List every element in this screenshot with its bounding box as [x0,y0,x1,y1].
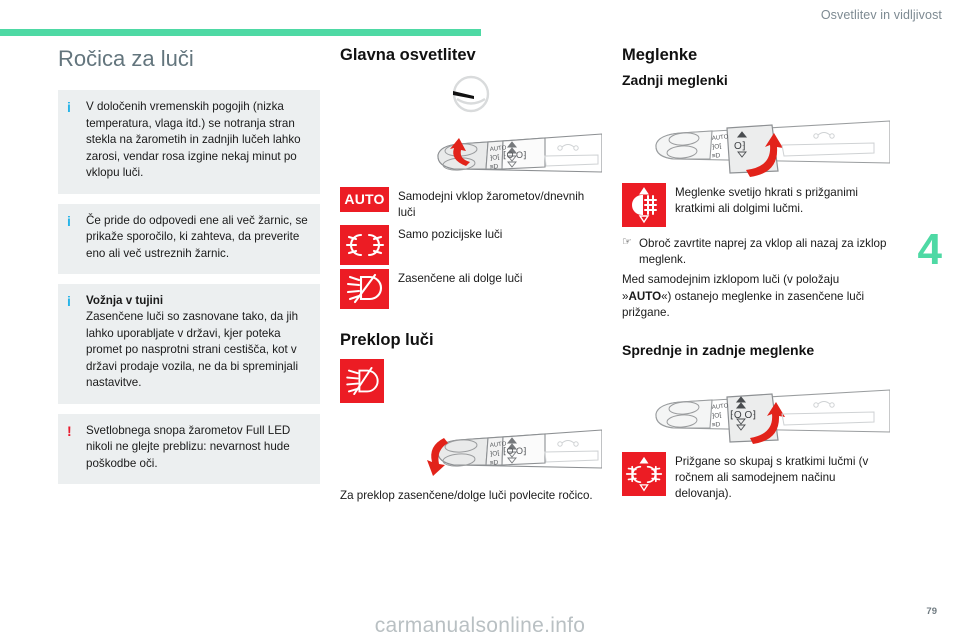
light-stalk-ring-rear-fog-illustration [622,95,890,183]
sidelights-icon [340,225,389,265]
subsection-title-rear-fog: Zadnji meglenki [622,71,728,88]
svg-text:≡D: ≡D [711,151,721,160]
callout-warning-1 [58,414,320,484]
note-part-1: Med samodejnim izklopom luči (v položaju » [622,273,840,303]
legend-text: Prižgane so skupaj s kratkimi lučmi (v ročnem ali samodejnem načinu delovanja). [675,455,869,501]
callout-info-3 [58,284,320,404]
action-rotate-ring [622,236,890,270]
svg-text:O⁆: O⁆ [734,140,746,152]
legend-text: Samo pozicijske luči [398,227,503,241]
section-header-title: Osvetlitev in vidljivost [820,8,942,22]
subsection-title-front-rear-fog: Sprednje in zadnje meglenke [622,341,815,358]
header-green-rule [0,29,481,36]
action-text: Obroč zavrtite naprej za vklop ali nazaj za izklop meglenk. [639,236,887,267]
legend-row-auto [340,187,602,221]
chapter-number-tab: 4 [917,225,942,274]
legend-row-rear-fog [622,183,890,227]
callout-text: Če pride do odpovedi ene ali več žarnic, se prikaže sporočilo, ki zahteva, da preverite eno ali več ustreznih žarnic. [86,213,308,260]
note-bold-auto: AUTO [628,289,662,303]
svg-text:AUTO: AUTO [711,133,729,142]
svg-text:AUTO: AUTO [711,403,729,412]
legend-text: Zasenčene ali dolge luči [398,271,523,285]
legend-text: Meglenke svetijo hkrati s prižganimi kratkimi ali dolgimi lučmi. [675,185,858,215]
callout-body [86,293,310,392]
page-title: Ročica za luči [58,46,194,71]
svg-text:⁅O O⁆: ⁅O O⁆ [503,149,527,160]
pointing-hand-icon: ☞ [622,235,632,248]
info-icon: i [67,212,71,229]
switch-lights-instruction: Za preklop zasenčene/dolge luči povlecite ročico. [340,488,593,502]
section-title-fog-lights: Meglenke [622,46,698,64]
svg-text:⁆O⁅: ⁆O⁅ [489,449,501,458]
svg-text:⁆O⁅: ⁆O⁅ [489,153,501,162]
svg-text:≡D: ≡D [489,458,499,467]
auto-headlights-icon: AUTO [340,187,389,212]
site-watermark: carmanualsonline.info [374,614,586,637]
svg-text:AUTO: AUTO [489,145,507,153]
svg-text:⁆O⁅: ⁆O⁅ [711,142,723,151]
right-column [622,46,890,506]
callout-info-1 [58,90,320,193]
svg-text:⁆O⁅: ⁆O⁅ [711,412,723,421]
rear-fog-light-icon [622,183,666,227]
light-stalk-rotate-up-illustration [340,72,602,187]
svg-text:⁅O O⁆: ⁅O O⁆ [503,445,527,456]
section-title-main-lighting: Glavna osvetlitev [340,46,476,64]
dipped-or-main-beam-icon [340,269,389,309]
legend-row-dipped-main [340,269,602,309]
page-number: 79 [926,606,937,617]
info-icon: i [67,293,71,310]
svg-text:AUTO: AUTO [489,440,507,449]
warning-icon: ! [67,422,72,439]
legend-row-sidelights [340,225,602,265]
callout-heading: Vožnja v tujini [86,294,164,308]
section-title-switch-lights: Preklop luči [340,330,434,349]
callout-text: Zasenčene luči so zasnovane tako, da jih lahko uporabljate v državi, kjer poteka promet po nasprotni strani cestišča, kot v državi prodaje vozila, ne da bi spreminjali nastavitve. [86,310,299,390]
left-column [58,46,320,494]
svg-text:≡D: ≡D [711,421,721,430]
callout-body [86,213,310,262]
legend-text: Samodejni vklop žarometov/dnevnih luči [398,189,585,219]
note-part-2: «) ostanejo meglenke in zasenčene luči prižgane. [622,289,865,320]
front-rear-fog-light-icon [622,452,666,496]
callout-info-2 [58,204,320,274]
callout-body [86,99,310,181]
svg-text:≡D: ≡D [489,162,499,171]
light-stalk-ring-front-rear-fog-illustration [622,364,890,452]
legend-row-front-rear-fog [622,452,890,502]
dipped-or-main-beam-icon [340,359,384,403]
info-icon: i [67,99,71,116]
middle-column [340,46,602,508]
callout-text: Svetlobnega snopa žarometov Full LED nikoli ne glejte preblizu: nevarnost hude poškodbe oči. [86,423,291,470]
rear-fog-note [622,272,890,321]
callout-body [86,423,310,472]
light-stalk-pull-down-illustration [340,410,602,488]
svg-text:⁅O O⁆: ⁅O O⁆ [730,410,757,422]
callout-text: V določenih vremenskih pogojih (nizka temperatura, vlaga itd.) se notranja stran stekla na žarometih in zadnjih lučeh lahko zarosi, vendar rosa izgine nekaj minut po vklopu luči. [86,100,301,180]
